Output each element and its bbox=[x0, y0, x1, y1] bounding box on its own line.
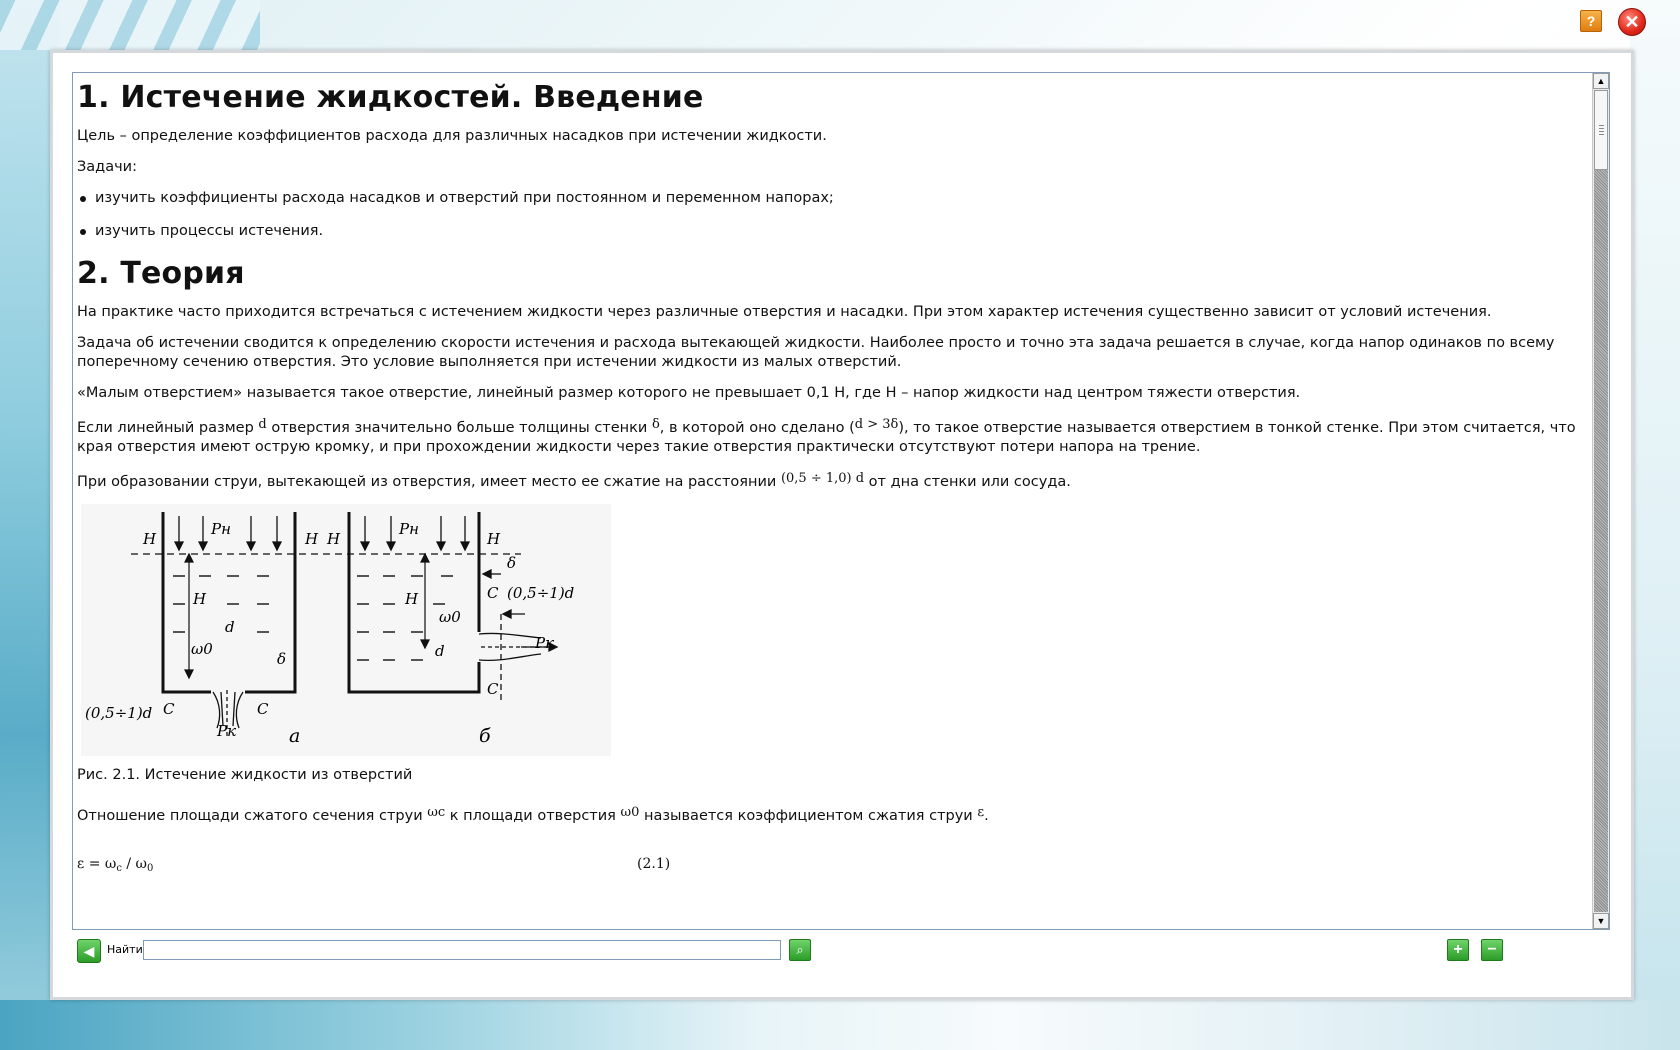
paragraph bbox=[77, 803, 1586, 826]
figure-label: C bbox=[487, 680, 499, 698]
math-d: d bbox=[258, 417, 267, 432]
figure-label: H bbox=[305, 530, 319, 548]
tasks-label: Задачи: bbox=[77, 159, 137, 175]
math-condition: d > 3δ bbox=[854, 417, 899, 432]
scroll-up-button[interactable]: ▲ bbox=[1593, 73, 1609, 89]
figure-label: Pн bbox=[211, 520, 231, 538]
paragraph: Задача об истечении сводится к определению скорости истечения и расхода вытекающей жидкости. Наиболее просто и точно эта задача решается в случае, когда напор одинаков по всему поперечному сечению отверстия. Это условие выполняется при истечении жидкости из малых отверстий. bbox=[77, 335, 1555, 370]
figure-outflow bbox=[81, 504, 611, 756]
figure-label: б bbox=[479, 725, 491, 747]
text-run: называется коэффициентом сжатия струи bbox=[639, 808, 978, 824]
figure-label: Pк bbox=[217, 722, 237, 740]
scroll-track[interactable] bbox=[1594, 170, 1608, 912]
background-decoration-bottom bbox=[0, 1000, 1680, 1050]
scroll-thumb[interactable] bbox=[1594, 90, 1608, 170]
help-icon[interactable]: ? bbox=[1580, 10, 1602, 32]
figure-label: δ bbox=[507, 554, 517, 572]
figure-label: δ bbox=[277, 650, 287, 668]
find-label: Найти bbox=[107, 943, 143, 956]
figure-label: Pн bbox=[399, 520, 419, 538]
background-decoration-right bbox=[1630, 0, 1680, 1050]
list-item: изучить процессы истечения. bbox=[95, 222, 1586, 241]
paragraph: На практике часто приходится встречаться с истечением жидкости через различные отверстия и насадки. При этом характер истечения существенно зависит от условий истечения. bbox=[77, 304, 1492, 320]
document-viewer bbox=[72, 72, 1610, 930]
tasks-list bbox=[77, 189, 1586, 241]
paragraph bbox=[77, 415, 1586, 457]
figure-label: (0,5÷1)d bbox=[507, 584, 575, 602]
figure-label: d bbox=[225, 618, 235, 636]
heading-intro: 1. Истечение жидкостей. Введение bbox=[77, 80, 704, 115]
search-input[interactable] bbox=[143, 940, 781, 960]
scroll-down-button[interactable]: ▼ bbox=[1593, 913, 1609, 929]
text-run: ), то такое отверстие называется отверстием в тонкой стенке. При этом считается, что края отверстия имеют острую кромку, и при прохождении жидкости через такие отверстия практически отсутствуют потери напора на трение. bbox=[77, 420, 1576, 455]
text-run: . bbox=[984, 808, 989, 824]
heading-theory: 2. Теория bbox=[77, 256, 245, 291]
formula-row bbox=[77, 856, 1586, 874]
figure-label: H bbox=[143, 530, 157, 548]
document-content bbox=[77, 73, 1586, 929]
math-epsilon: ε bbox=[977, 805, 985, 820]
figure-label: H bbox=[487, 530, 501, 548]
figure-label: H bbox=[327, 530, 341, 548]
grip-icon bbox=[1599, 125, 1604, 137]
figure-label: Pк bbox=[535, 634, 555, 652]
text-run: Если линейный размер bbox=[77, 420, 259, 436]
figure-label: H bbox=[193, 590, 207, 608]
figure-label: C bbox=[487, 584, 499, 602]
formula-number: (2.1) bbox=[637, 856, 671, 872]
zoom-in-icon[interactable]: + bbox=[1447, 939, 1469, 961]
figure-diagram bbox=[81, 504, 611, 756]
figure-label: (0,5÷1)d bbox=[85, 704, 153, 722]
paragraph: «Малым отверстием» называется такое отверстие, линейный размер которого не превышает 0,1 H, где H – напор жидкости над центром тяжести отверстия. bbox=[77, 385, 1301, 401]
paragraph bbox=[77, 469, 1586, 492]
formula-part: / ω bbox=[121, 856, 147, 872]
figure-label: а bbox=[289, 725, 301, 747]
figure-label: C bbox=[257, 700, 269, 718]
formula-subscript: c bbox=[116, 863, 122, 874]
text-run: При образовании струи, вытекающей из отверстия, имеет место ее сжатие на расстоянии bbox=[77, 474, 781, 490]
text-run: от дна стенки или сосуда. bbox=[864, 474, 1071, 490]
bottom-toolbar bbox=[77, 937, 1613, 965]
figure-label: ω0 bbox=[439, 608, 461, 626]
search-icon[interactable]: ⌕ bbox=[789, 939, 811, 961]
figure-label: d bbox=[435, 642, 445, 660]
figure-caption: Рис. 2.1. Истечение жидкости из отверстий bbox=[77, 767, 413, 783]
math-delta: δ bbox=[651, 417, 660, 432]
formula-subscript: 0 bbox=[146, 863, 154, 874]
math-distance: (0,5 ÷ 1,0) d bbox=[780, 471, 865, 486]
figure-label: H bbox=[405, 590, 419, 608]
text-run: , в которой оно сделано ( bbox=[659, 420, 855, 436]
figure-label: C bbox=[163, 700, 175, 718]
back-arrow-icon[interactable]: ◀ bbox=[77, 939, 101, 963]
math-omega-c: ωc bbox=[427, 805, 446, 820]
goal-text: Цель – определение коэффициентов расхода для различных насадков при истечении жидкости. bbox=[77, 128, 827, 144]
formula-part: ε = ω bbox=[77, 856, 117, 872]
text-run: Отношение площади сжатого сечения струи bbox=[77, 808, 428, 824]
math-omega-0: ω0 bbox=[620, 805, 640, 820]
figure-label: ω0 bbox=[191, 640, 213, 658]
formula bbox=[77, 856, 637, 874]
close-icon[interactable]: ✕ bbox=[1618, 8, 1646, 36]
background-decoration-top bbox=[0, 0, 260, 50]
text-run: отверстия значительно больше толщины стенки bbox=[266, 420, 652, 436]
vertical-scrollbar[interactable] bbox=[1592, 73, 1609, 929]
main-window bbox=[50, 50, 1634, 1000]
list-item: изучить коэффициенты расхода насадков и отверстий при постоянном и переменном напорах; bbox=[95, 189, 1586, 208]
zoom-out-icon[interactable]: − bbox=[1481, 939, 1503, 961]
text-run: к площади отверстия bbox=[445, 808, 621, 824]
